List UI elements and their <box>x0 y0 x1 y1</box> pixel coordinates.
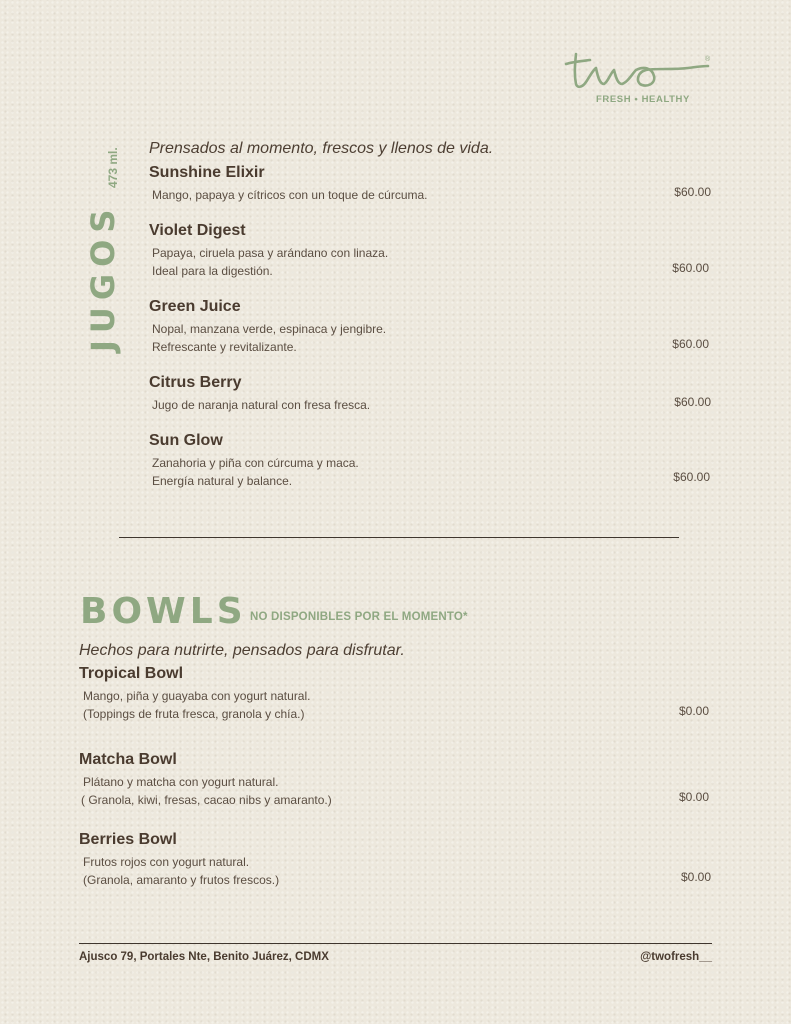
item-name: Sunshine Elixir <box>149 164 265 181</box>
brand-logo <box>560 52 720 106</box>
item-price: $60.00 <box>673 470 710 484</box>
footer-social-handle[interactable]: @twofresh__ <box>640 951 712 963</box>
item-price: $60.00 <box>672 337 709 351</box>
item-name: Citrus Berry <box>149 374 242 391</box>
item-description <box>149 186 428 204</box>
item-price: $0.00 <box>678 790 709 804</box>
item-description <box>149 320 386 356</box>
item-description <box>79 687 310 723</box>
bowls-availability-note: NO DISPONIBLES POR EL MOMENTO* <box>250 611 468 623</box>
logo-tagline: FRESH • HEALTHY <box>596 94 690 105</box>
item-desc-line: ( Granola, kiwi, fresas, cacao nibs y amaranto.) <box>81 793 332 807</box>
item-description <box>79 773 332 809</box>
item-desc-line: Refrescante y revitalizante. <box>152 340 297 354</box>
item-description <box>149 454 359 490</box>
item-name: Matcha Bowl <box>79 751 177 768</box>
item-price: $0.00 <box>680 870 711 884</box>
item-desc-line: Jugo de naranja natural con fresa fresca. <box>152 398 371 412</box>
menu-item-green-juice <box>149 298 386 356</box>
menu-item-violet-digest <box>149 222 388 280</box>
section-divider <box>119 537 679 538</box>
bowls-tagline: Hechos para nutrirte, pensados para disfrutar. <box>79 642 405 659</box>
item-desc-line: (Granola, amaranto y frutos frescos.) <box>83 873 280 887</box>
item-description <box>149 396 370 414</box>
logo-script-mark <box>560 52 720 96</box>
jugos-volume: 473 ml. <box>106 147 120 188</box>
item-desc-line: Ideal para la digestión. <box>152 264 273 278</box>
item-description <box>79 853 279 889</box>
item-price: $60.00 <box>674 185 711 199</box>
logo-registered-mark: ® <box>705 56 711 63</box>
item-desc-line: Energía natural y balance. <box>152 474 293 488</box>
item-name: Tropical Bowl <box>79 665 184 682</box>
menu-item-tropical-bowl <box>79 665 310 723</box>
item-desc-line: Mango, papaya y cítricos con un toque de cúrcuma. <box>152 188 428 202</box>
item-desc-line: (Toppings de fruta fresca, granola y chía.) <box>83 707 305 721</box>
item-desc-line: Zanahoria y piña con cúrcuma y maca. <box>152 456 359 470</box>
item-price: $60.00 <box>674 395 711 409</box>
item-description <box>149 244 388 280</box>
menu-item-sun-glow <box>149 432 359 490</box>
item-name: Green Juice <box>149 298 241 315</box>
item-desc-line: Nopal, manzana verde, espinaca y jengibre. <box>152 322 387 336</box>
menu-item-matcha-bowl <box>79 751 332 809</box>
footer-divider <box>79 943 712 944</box>
item-name: Berries Bowl <box>79 831 177 848</box>
jugos-tagline: Prensados al momento, frescos y llenos de vida. <box>149 140 494 157</box>
jugos-heading: JUGOS <box>84 202 122 352</box>
item-price: $0.00 <box>678 704 709 718</box>
menu-item-citrus-berry <box>149 374 370 414</box>
menu-item-sunshine-elixir <box>149 164 428 204</box>
item-name: Sun Glow <box>149 432 223 449</box>
item-desc-line: Frutos rojos con yogurt natural. <box>83 855 250 869</box>
item-desc-line: Plátano y matcha con yogurt natural. <box>83 775 279 789</box>
menu-item-berries-bowl <box>79 831 279 889</box>
item-desc-line: Mango, piña y guayaba con yogurt natural. <box>83 689 311 703</box>
bowls-heading: BOWLS <box>80 591 247 632</box>
item-desc-line: Papaya, ciruela pasa y arándano con linaza. <box>152 246 389 260</box>
item-name: Violet Digest <box>149 222 246 239</box>
item-price: $60.00 <box>672 261 709 275</box>
footer-address: Ajusco 79, Portales Nte, Benito Juárez, CDMX <box>79 951 329 963</box>
